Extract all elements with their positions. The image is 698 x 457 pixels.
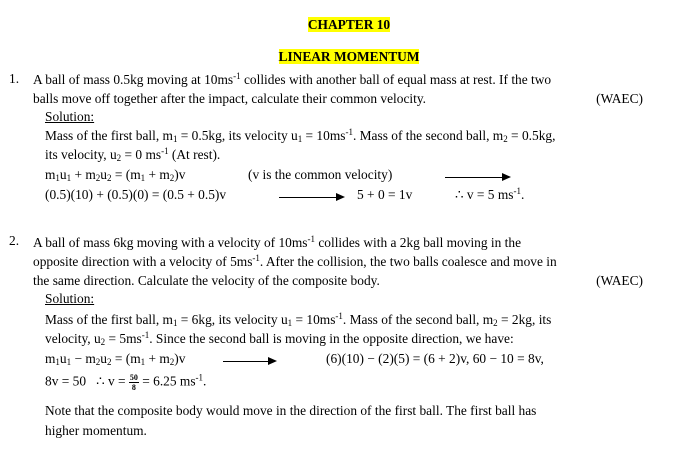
question-1-number: 1. [9,71,20,86]
source-tag: (WAEC) [596,273,643,288]
source-tag: (WAEC) [596,90,643,106]
solution-label: Solution: [45,291,95,306]
fraction: $\frac{50}{8}$ [129,373,138,392]
q2-note-line-2: higher momentum. [45,423,147,438]
q1-solution-line-2: its velocity, $u_2 = 0$ $ms^{-1}$ (At rest). [45,146,221,163]
solution-label: Solution: [45,109,95,124]
q2-solution-line-1: Mass of the first ball, $m_1 = 6kg$, its velocity $u_1 = 10ms^{-1}$. Mass of the second ball, $m_2 = 2kg$, its [45,311,552,328]
arrow-icon [279,192,345,202]
topic-heading: LINEAR MOMENTUM [278,49,420,64]
q2-solution-line-2: velocity, $u_2 = 5ms^{-1}$. Since the second ball is moving in the opposite direction, we have: [45,330,514,347]
chapter-heading: CHAPTER 10 [307,17,391,32]
q2-note-line-1: Note that the composite body would move in the direction of the first ball. The first ball has [45,403,537,418]
q2-solution-line-4: 8v = 50 ∴ v = $\frac{50}{8}$ = 6.25 $ms^{-1}$. [45,372,207,392]
question-2-number: 2. [9,233,20,248]
arrow-icon [223,356,277,366]
q1-solution-line-1: Mass of the first ball, $m_1 = 0.5kg$, its velocity $u_1 = 10ms^{-1}$. Mass of the second ball, $m_2 = 0.5kg$, [45,127,556,144]
q1-solution-line-4: (0.5)(10) + (0.5)(0) = (0.5 + 0.5)v 5 + 0 = 1v ∴ v = 5 $ms^{-1}$. [45,186,525,202]
question-2-text: A ball of mass 6kg moving with a velocity of $10ms^{-1}$ collides with a 2kg ball moving in the opposite direction with a velocity of $5ms^{-1}$. After the collision, the two balls coalesce and move in the same direction. Calculate the velocity of the composite body. (WAEC) [33,234,643,288]
arrow-icon [445,172,511,182]
question-1-text: A ball of mass 0.5kg moving at $10ms^{-1}$ collides with another ball of equal mass at rest. If the two balls move off together after the impact, calculate their common velocity. (WAEC) [33,71,653,108]
q1-solution-line-3: $m_1u_1 + m_2u_2 = (m_1 + m_2)v$ (v is the common velocity) [45,167,665,183]
q2-solution-line-3: $m_1u_1 - m_2u_2 = (m_1 + m_2)v$ (6)(10) − (2)(5) = (6 + 2)v, 60 − 10 = 8v, [45,351,544,367]
